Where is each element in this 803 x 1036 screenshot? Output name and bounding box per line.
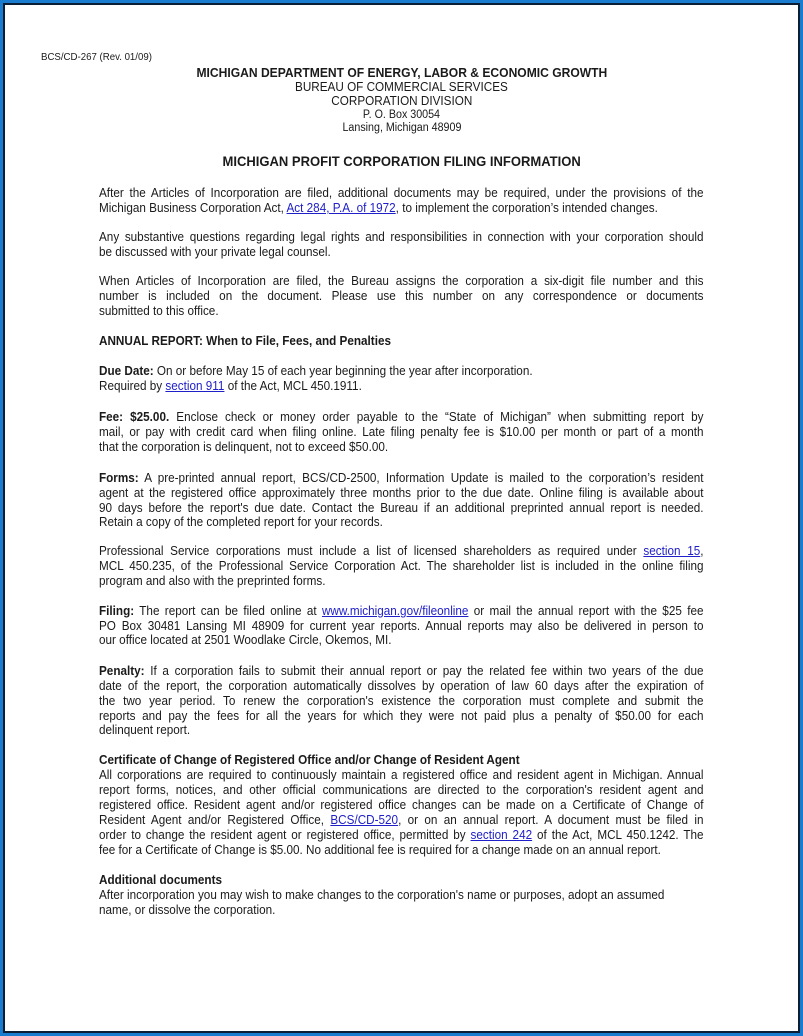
filing-line3: our office located at 2501 Woodlake Circle, Okemos, MI. [99,633,392,647]
due-date-line2: Required by section 911 of the Act, MCL 450.1911. [99,379,362,393]
certificate-line6: fee for a Certificate of Change is $5.00. No additional fee is required for a change made on an annual report. [99,843,661,857]
certificate-line1: All corporations are required to continuously maintain a registered office and resident agent in Michigan. Annual [99,768,704,782]
division-name: CORPORATION DIVISION [330,94,472,108]
forms-line1: Forms: A pre-printed annual report, BCS/CD-2500, Information Update is mailed to the corporation’s resident [99,471,704,485]
intro-p2-line2: be discussed with your private legal counsel. [99,245,331,259]
fileonline-link[interactable]: www.michigan.gov/fileonline [321,604,469,618]
certificate-line4: Resident Agent and/or Registered Office, BCS/CD-520, or on an annual report. A document must be filed in [99,813,704,827]
forms-line3: 90 days before the report's due date. Contact the Bureau if an additional preprinted annual report is needed. [99,501,704,515]
professional-line3: program and also with the preprinted forms. [99,574,326,588]
due-date-line1: Due Date: On or before May 15 of each year beginning the year after incorporation. [99,364,533,378]
bureau-name: BUREAU OF COMMERCIAL SERVICES [295,80,508,94]
intro-p3-line3: submitted to this office. [99,304,219,318]
professional-line1: Professional Service corporations must include a list of licensed shareholders as required under section 15, [99,544,704,558]
filing-line1: Filing: The report can be filed online at www.michigan.gov/fileonline or mail the annual report with the $25 fee [99,604,704,618]
city-address: Lansing, Michigan 48909 [342,122,461,134]
fee-line2: mail, or pay with credit card when filing online. Late filing penalty fee is $10.00 per month or part of a month [99,425,704,439]
section-242-link[interactable]: section 242 [470,828,533,842]
penalty-line1: Penalty: If a corporation fails to submit their annual report or pay the related fee within two years of the due [99,664,704,678]
professional-line2: MCL 450.235, of the Professional Service Corporation Act. The shareholder list is included in the online filing [99,559,704,573]
forms-line4: Retain a copy of the completed report for your records. [99,515,383,529]
intro-p3-line1: When Articles of Incorporation are filed, the Bureau assigns the corporation a six-digit file number and this [99,274,704,288]
additional-line1: After incorporation you may wish to make changes to the corporation's name or purposes, adopt an assumed [99,888,665,902]
department-name: MICHIGAN DEPARTMENT OF ENERGY, LABOR & ECONOMIC GROWTH [196,65,607,80]
penalty-line4: reports and pay the fees for all the years for which they were not paid plus a penalty of $50.00 for each [99,709,704,723]
intro-p1-line2: Michigan Business Corporation Act, Act 284, P.A. of 1972, to implement the corporation’s intended changes. [99,201,658,215]
additional-heading: Additional documents [99,873,222,887]
intro-p2-line1: Any substantive questions regarding legal rights and responsibilities in connection with your corporation should [99,230,704,244]
certificate-line5: order to change the resident agent or registered office, permitted by section 242 of the Act, MCL 450.1242. The [99,828,704,842]
forms-line2: agent at the registered office approximately three months prior to the due date. Online filing is available about [99,486,704,500]
annual-report-heading: ANNUAL REPORT: When to File, Fees, and Penalties [99,334,391,348]
certificate-line3: registered office. Resident agent and/or registered office changes can be made on a Certificate of Change of [99,798,704,812]
penalty-line3: the two year period. To renew the corporation's existence the corporation must complete and submit the [99,694,704,708]
fee-line3: that the corporation is delinquent, not to exceed $50.00. [99,440,389,454]
penalty-line2: date of the report, the corporation automatically dissolves by operation of law 60 days after the expiration of [99,679,704,693]
page-title: MICHIGAN PROFIT CORPORATION FILING INFORMATION [222,153,581,169]
certificate-line2: report forms, notices, and other official communications are directed to the corporation's resident agent and [99,783,704,797]
intro-p3-line2: number is included on the document. Please use this number on any correspondence or documents [99,289,704,303]
penalty-line5: delinquent report. [99,723,191,737]
filing-line2: PO Box 30481 Lansing MI 48909 for current year reports. Annual reports may also be delivered in person to [99,619,704,633]
section-15-link[interactable]: section 15 [643,544,701,558]
act-284-link[interactable]: Act 284, P.A. of 1972 [286,201,396,215]
form-number: BCS/CD-267 (Rev. 01/09) [41,51,152,63]
certificate-heading: Certificate of Change of Registered Office and/or Change of Resident Agent [99,753,520,767]
section-911-link[interactable]: section 911 [165,379,225,393]
intro-p1-line1: After the Articles of Incorporation are filed, additional documents may be required, under the provisions of the [99,186,704,200]
bcs-cd-520-link[interactable]: BCS/CD-520 [330,813,399,827]
fee-line1: Fee: $25.00. Enclose check or money order payable to the “State of Michigan” when submitting report by [99,410,704,424]
po-box: P. O. Box 30054 [362,109,441,121]
additional-line2: name, or dissolve the corporation. [99,903,276,917]
